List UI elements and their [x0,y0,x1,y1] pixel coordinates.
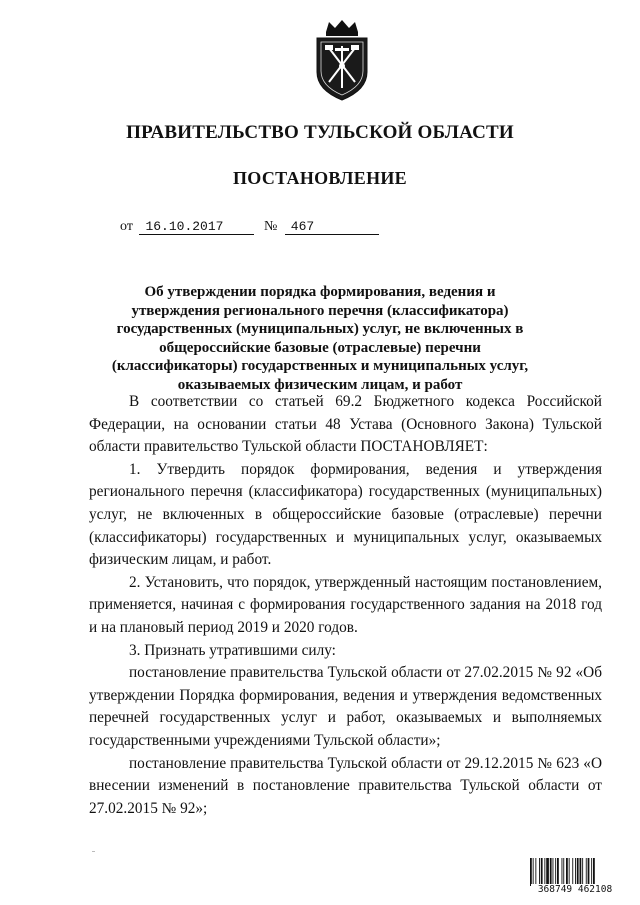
number-value: 467 [285,219,379,235]
coat-of-arms-emblem [309,18,375,102]
body-paragraph: 1. Утвердить порядок формирования, ведения и утверждения регионального перечня (классификатора) государственных (муниципальных) услуг, не включенных в общероссийские базовые (отраслевые) перечни (классификаторы) государственных и муниципальных услуг, оказываемых физическим лицам, и работ. [89,460,602,569]
body-paragraph: постановление правительства Тульской области от 27.02.2015 № 92 «Об утверждении Порядка формирования, ведения и утверждения ведомственных перечней государственных услуг и работ, оказываемых и выполняемых государственными учреждениями Тульской области»; [89,664,602,749]
document-body [89,391,602,820]
date-number-line [120,219,379,235]
date-label: от [120,219,133,234]
body-paragraph: В соответствии со статьей 69.2 Бюджетного кодекса Российской Федерации, на основании статьи 48 Устава (Основного Закона) Тульской области правительство Тульской области ПОСТАНОВЛЯЕТ: [89,393,602,456]
scan-artifact [92,851,95,852]
barcode-number: 368749 462108 [531,884,619,895]
document-heading: Об утверждении порядка формирования, ведения и утверждения регионального перечня (классификатора) государственных (муниципальных) услуг, не включенных в общероссийские базовые (отраслевые) перечни (классификаторы) государственных и муниципальных услуг, оказываемых физическим лицам, и работ [111,284,529,393]
body-paragraph: 2. Установить, что порядок, утвержденный настоящим постановлением, применяется, начиная с формирования государственного задания на 2018 год и на плановый период 2019 и 2020 годов. [89,573,602,636]
body-paragraph: постановление правительства Тульской области от 29.12.2015 № 623 «О внесении изменений в постановление правительства Тульской области от 27.02.2015 № 92»; [89,754,602,817]
document-type-title: ПОСТАНОВЛЕНИЕ [233,168,407,188]
organization-title: ПРАВИТЕЛЬСТВО ТУЛЬСКОЙ ОБЛАСТИ [126,122,514,143]
date-value: 16.10.2017 [139,219,254,235]
body-paragraph: 3. Признать утратившими силу: [129,641,336,659]
number-label: № [263,219,278,234]
